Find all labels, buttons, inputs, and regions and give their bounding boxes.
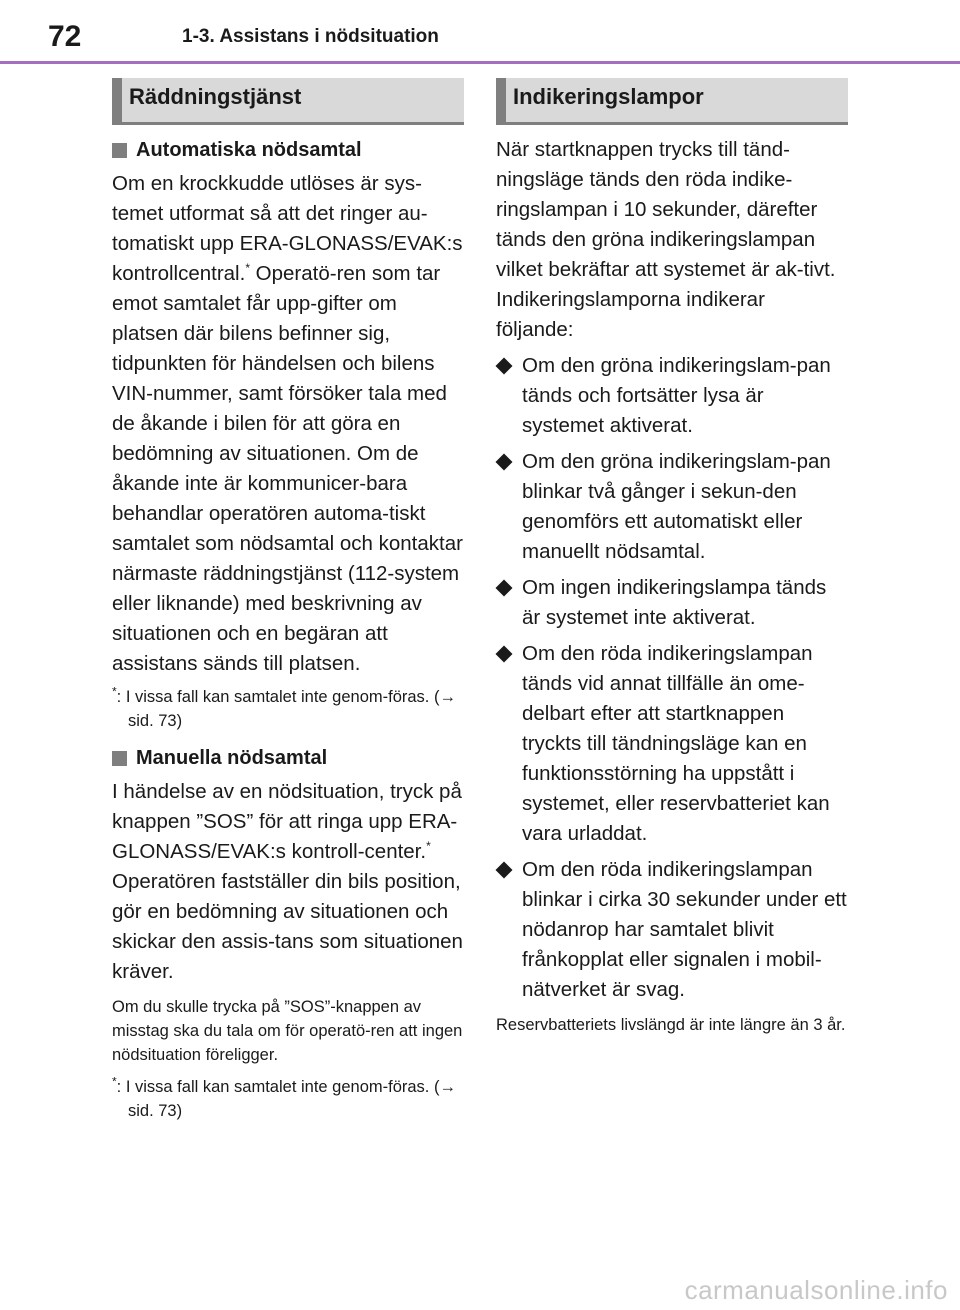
- footnote-marker: *: [112, 684, 117, 699]
- footnote: [112, 685, 464, 733]
- diamond-bullet-icon: [496, 358, 513, 375]
- list-item: [496, 573, 848, 633]
- subheading-text: Automatiska nödsamtal: [136, 139, 362, 161]
- header-rule: [0, 61, 960, 64]
- footnote-text: : I vissa fall kan samtalet inte genom-föras. (→ sid. 73): [116, 688, 456, 730]
- paragraph-text: I händelse av en nödsituation, tryck på knappen ”SOS” för att ringa upp ERA-GLONASS/EVAK:s kontroll-center.: [112, 780, 462, 863]
- sos-mistake-note: Om du skulle trycka på ”SOS”-knappen av misstag ska du tala om för operatö-ren att ingen nödsituation föreligger.: [112, 998, 463, 1064]
- section-title: 1-3. Assistans i nödsituation: [182, 26, 439, 47]
- box-title-accent-bar: [496, 78, 506, 122]
- subheading-text: Manuella nödsamtal: [136, 747, 328, 769]
- list-item-text: Om den röda indikeringslampan blinkar i cirka 30 sekunder under ett nödanrop har samtalet blivit frånkopplat eller signalen i mobil-nätverket är svag.: [522, 858, 847, 1001]
- footnote-text: : I vissa fall kan samtalet inte genom-föras. (→ sid. 73): [116, 1078, 456, 1120]
- left-column: [112, 78, 464, 1133]
- footnote-marker: *: [426, 839, 431, 854]
- watermark: carmanualsonline.info: [684, 1275, 948, 1305]
- box-title-accent-bar: [112, 78, 122, 122]
- list-item: [496, 639, 848, 849]
- page-number: 72: [48, 20, 82, 53]
- list-item-text: Om den gröna indikeringslam-pan tänds och fortsätter lysa är systemet aktiverat.: [522, 354, 831, 437]
- square-bullet-icon: [112, 143, 127, 158]
- right-column: [496, 78, 848, 1045]
- indicator-bullet-list: [496, 351, 848, 1005]
- list-item-text: Om ingen indikeringslampa tänds är systemet inte aktiverat.: [522, 576, 827, 629]
- diamond-bullet-icon: [496, 580, 513, 597]
- list-item: [496, 855, 848, 1005]
- list-item: [496, 447, 848, 567]
- box-title-indikeringslampor: [496, 78, 848, 125]
- list-item-text: Om den röda indikeringslampan tänds vid annat tillfälle än ome-delbart efter att startknappen tryckts till tändningsläge kan en funktionsstörning ha uppstått i systemet, eller reservbatteriet kan vara urladdat.: [522, 642, 830, 845]
- box-title-text: Räddningstjänst: [129, 84, 302, 109]
- manual-calls-paragraph: [112, 777, 464, 987]
- diamond-bullet-icon: [496, 646, 513, 663]
- box-title-text: Indikeringslampor: [513, 84, 704, 109]
- paragraph-text: Om en krockkudde utlöses är sys-temet utformat så att det ringer au-tomatiskt upp ERA-GLONASS/EVAK:s kontrollcentral.: [112, 172, 463, 285]
- page-header: [0, 0, 960, 64]
- automatic-calls-paragraph: [112, 169, 464, 679]
- subheading-automatic-calls: [112, 135, 464, 165]
- footnote: [112, 1075, 464, 1123]
- diamond-bullet-icon: [496, 862, 513, 879]
- list-item: [496, 351, 848, 441]
- battery-life-note: Reservbatteriets livslängd är inte längre än 3 år.: [496, 1016, 846, 1034]
- paragraph-text: Operatören fastställer din bils position, gör en bedömning av situationen och skickar den assis-tans som situationen kräver.: [112, 870, 463, 983]
- square-bullet-icon: [112, 751, 127, 766]
- box-title-raddningstjanst: [112, 78, 464, 125]
- list-item-text: Om den gröna indikeringslam-pan blinkar två gånger i sekun-den genomförs ett automatiskt eller manuellt nödsamtal.: [522, 450, 831, 563]
- diamond-bullet-icon: [496, 454, 513, 471]
- indicator-intro-paragraph: När startknappen trycks till tänd-ningsläge tänds den röda indike-ringslampan i 10 sekunder, därefter tänds den gröna indikeringslampan vilket bekräftar att systemet är ak-tivt. Indikeringslamporna indikerar följande:: [496, 138, 836, 341]
- footnote-marker: *: [112, 1074, 117, 1089]
- paragraph-text: Operatö-ren som tar emot samtalet får upp-gifter om platsen där bilens befinner sig, tidpunkten för händelsen och bilens VIN-nummer, samt försöker tala med de åkande i bilen för att göra en bedömning av situationen. Om de åkande inte är kommunicer-bara behandlar operatören automa-tiskt samtalet som nödsamtal och kontaktar närmaste räddningstjänst (112-system eller liknande) med beskrivning av situationen och en begäran att assistans sänds till platsen.: [112, 262, 463, 675]
- footnote-marker: *: [245, 261, 250, 276]
- subheading-manual-calls: [112, 743, 464, 773]
